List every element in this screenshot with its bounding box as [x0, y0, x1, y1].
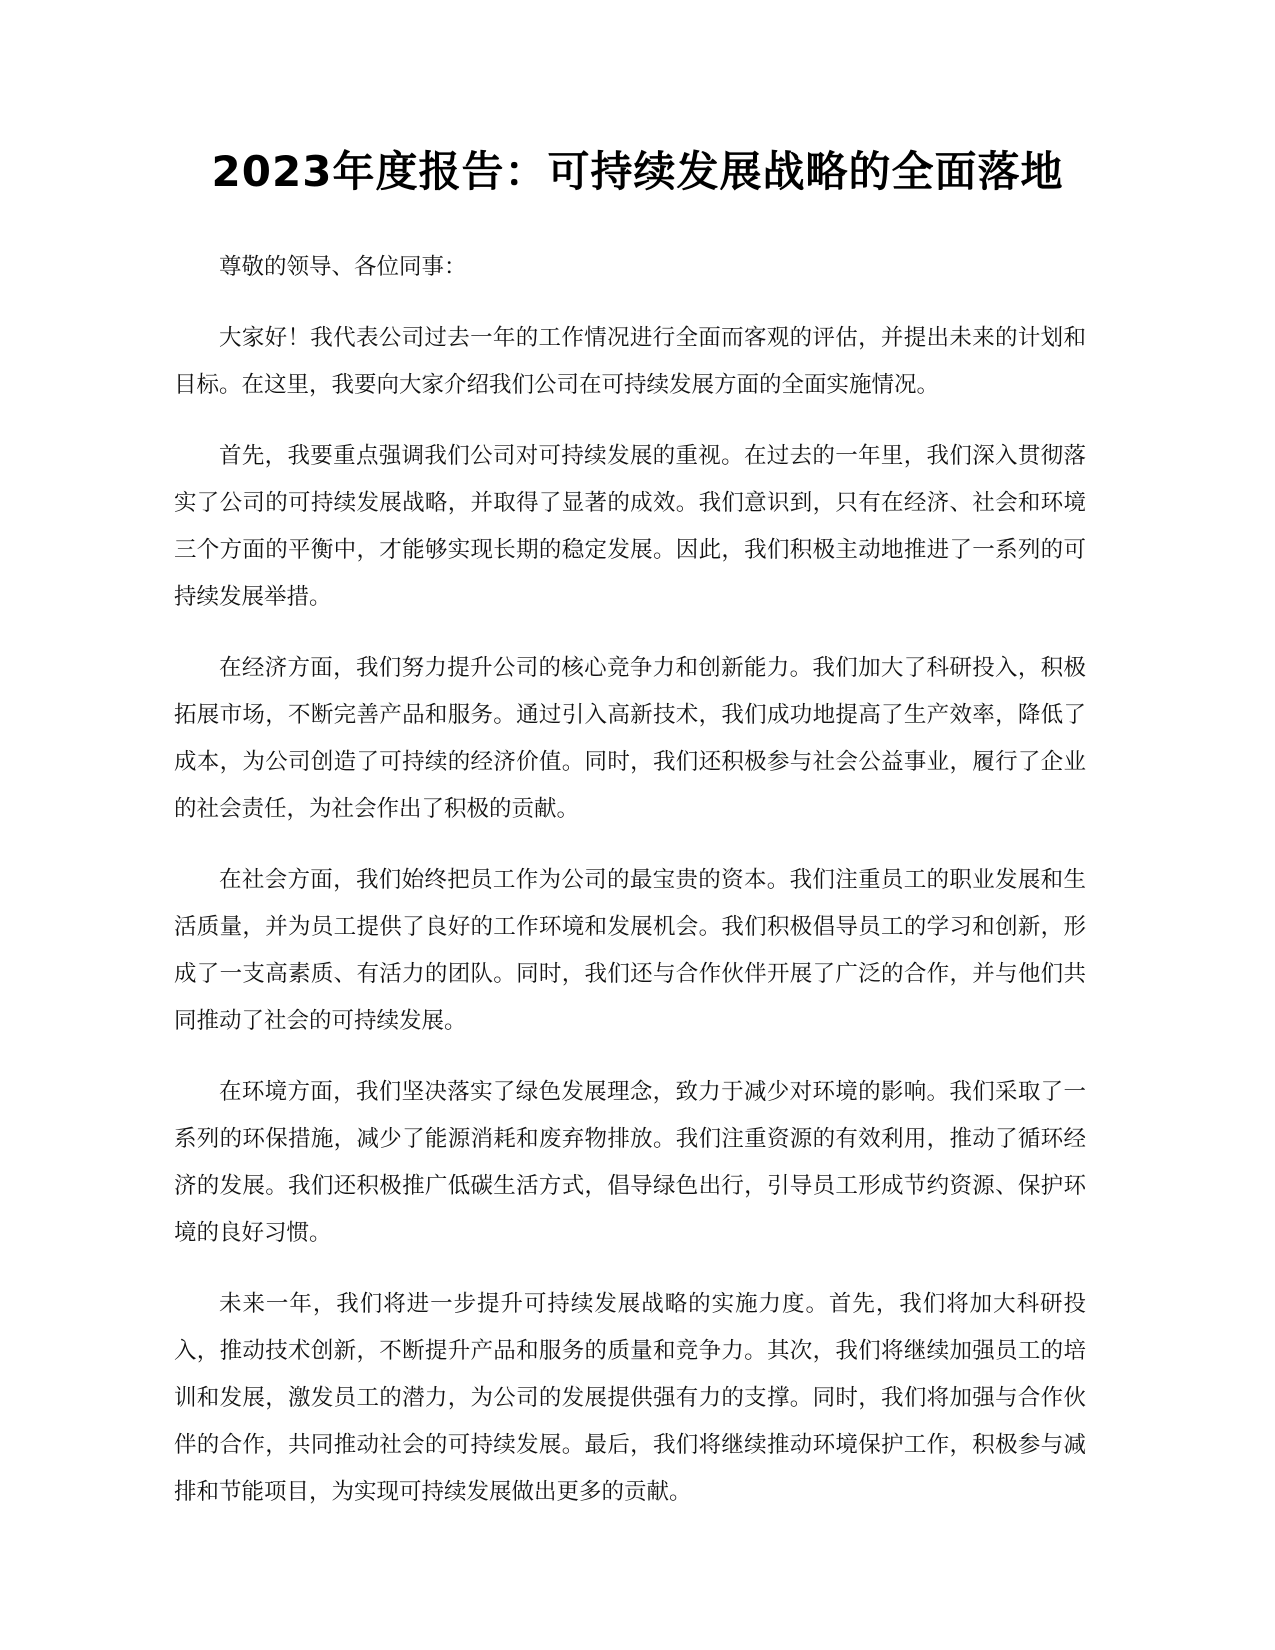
paragraph: 在环境方面，我们坚决落实了绿色发展理念，致力于减少对环境的影响。我们采取了一系列的环保措施，减少了能源消耗和废弃物排放。我们注重资源的有效利用，推动了循环经济的发展。我们还积极推广低碳生活方式，倡导绿色出行，引导员工形成节约资源、保护环境的良好习惯。 — [174, 1079, 1086, 1246]
paragraph: 大家好！我代表公司过去一年的工作情况进行全面而客观的评估，并提出未来的计划和目标。在这里，我要向大家介绍我们公司在可持续发展方面的全面实施情况。 — [174, 325, 1086, 398]
paragraph: 在社会方面，我们始终把员工作为公司的最宝贵的资本。我们注重员工的职业发展和生活质量，并为员工提供了良好的工作环境和发展机会。我们积极倡导员工的学习和创新，形成了一支高素质、有活力的团队。同时，我们还与合作伙伴开展了广泛的合作，并与他们共同推动了社会的可持续发展。 — [174, 867, 1086, 1034]
salutation: 尊敬的领导、各位同事： — [219, 254, 467, 280]
paragraph: 在经济方面，我们努力提升公司的核心竞争力和创新能力。我们加大了科研投入，积极拓展市场，不断完善产品和服务。通过引入高新技术，我们成功地提高了生产效率，降低了成本，为公司创造了可持续的经济价值。同时，我们还积极参与社会公益事业，履行了企业的社会责任，为社会作出了积极的贡献。 — [174, 655, 1086, 822]
paragraph: 未来一年，我们将进一步提升可持续发展战略的实施力度。首先，我们将加大科研投入，推动技术创新，不断提升产品和服务的质量和竞争力。其次，我们将继续加强员工的培训和发展，激发员工的潜力，为公司的发展提供强有力的支撑。同时，我们将加强与合作伙伴的合作，共同推动社会的可持续发展。最后，我们将继续推动环境保护工作，积极参与减排和节能项目，为实现可持续发展做出更多的贡献。 — [174, 1291, 1086, 1505]
document-body — [174, 244, 1086, 1540]
document-title: 2023年度报告：可持续发展战略的全面落地 — [211, 147, 1064, 196]
paragraph: 首先，我要重点强调我们公司对可持续发展的重视。在过去的一年里，我们深入贯彻落实了公司的可持续发展战略，并取得了显著的成效。我们意识到，只有在经济、社会和环境三个方面的平衡中，才能够实现长期的稳定发展。因此，我们积极主动地推进了一系列的可持续发展举措。 — [174, 443, 1086, 610]
